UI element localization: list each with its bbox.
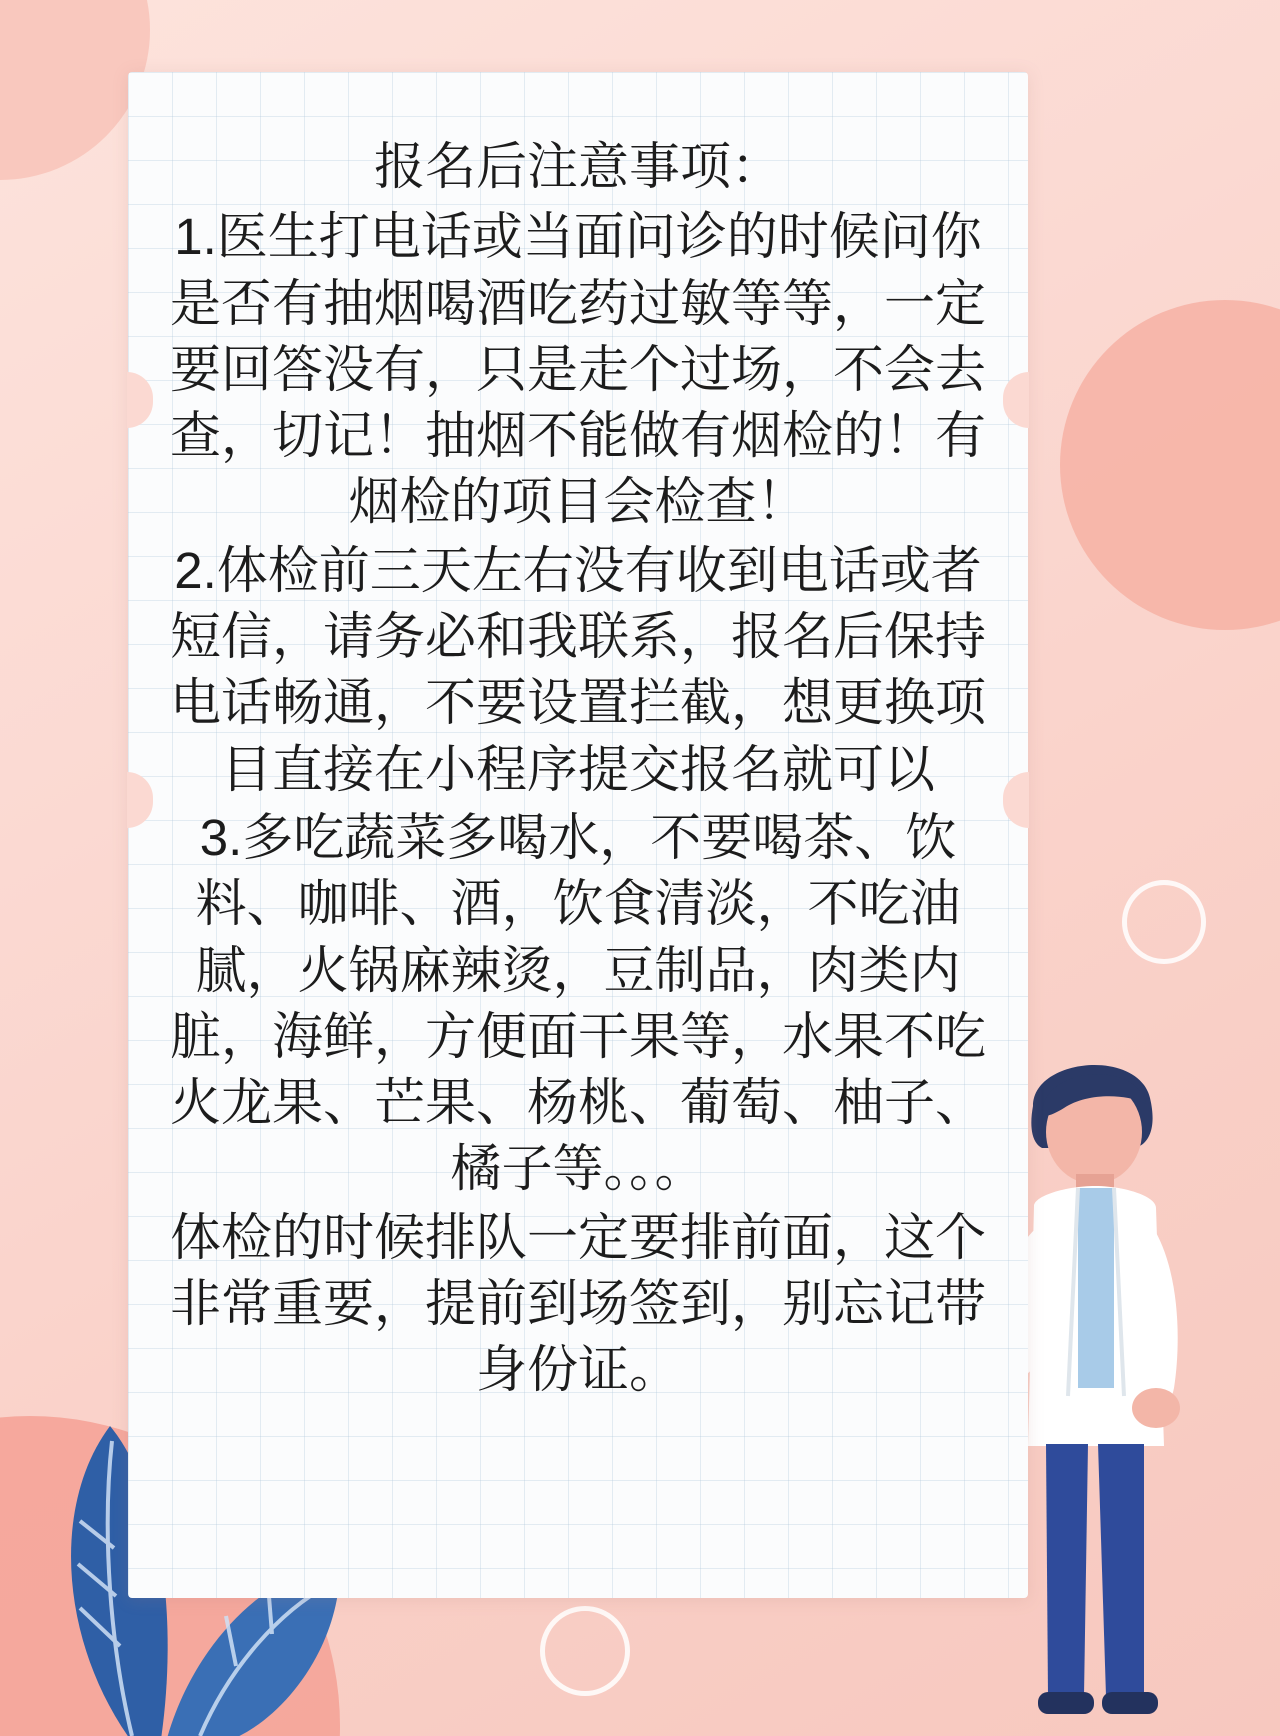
blob-shape-icon	[1060, 300, 1280, 630]
note-paragraph-3: 3.多吃蔬菜多喝水，不要喝茶、饮料、咖啡、酒，饮食清淡，不吃油腻，火锅麻辣烫，豆制品，肉类内脏，海鲜，方便面干果等，水果不吃火龙果、芒果、杨桃、葡萄、柚子、橘子等。。。	[169, 808, 986, 1198]
note-title: 报名后注意事项：	[373, 138, 782, 195]
note-paragraph-1: 1.医生打电话或当面问诊的时候问你是否有抽烟喝酒吃药过敏等等，一定要回答没有，只是走个过场，不会去查，切记！抽烟不能做有烟检的！有烟检的项目会检查！	[169, 208, 986, 531]
circle-outline-icon	[1122, 880, 1206, 964]
paper-notch	[127, 372, 153, 428]
paper-notch	[1003, 772, 1029, 828]
note-paragraph-2: 2.体检前三天左右没有收到电话或者短信，请务必和我联系，报名后保持电话畅通，不要设置拦截，想更换项目直接在小程序提交报名就可以	[169, 541, 986, 798]
circle-outline-icon	[540, 1606, 630, 1696]
note-content	[168, 134, 988, 1406]
paper-notch	[127, 772, 153, 828]
note-card	[128, 72, 1028, 1598]
note-paragraph-4: 体检的时候排队一定要排前面，这个非常重要，提前到场签到，别忘记带身份证。	[169, 1208, 986, 1399]
paper-notch	[1003, 372, 1029, 428]
